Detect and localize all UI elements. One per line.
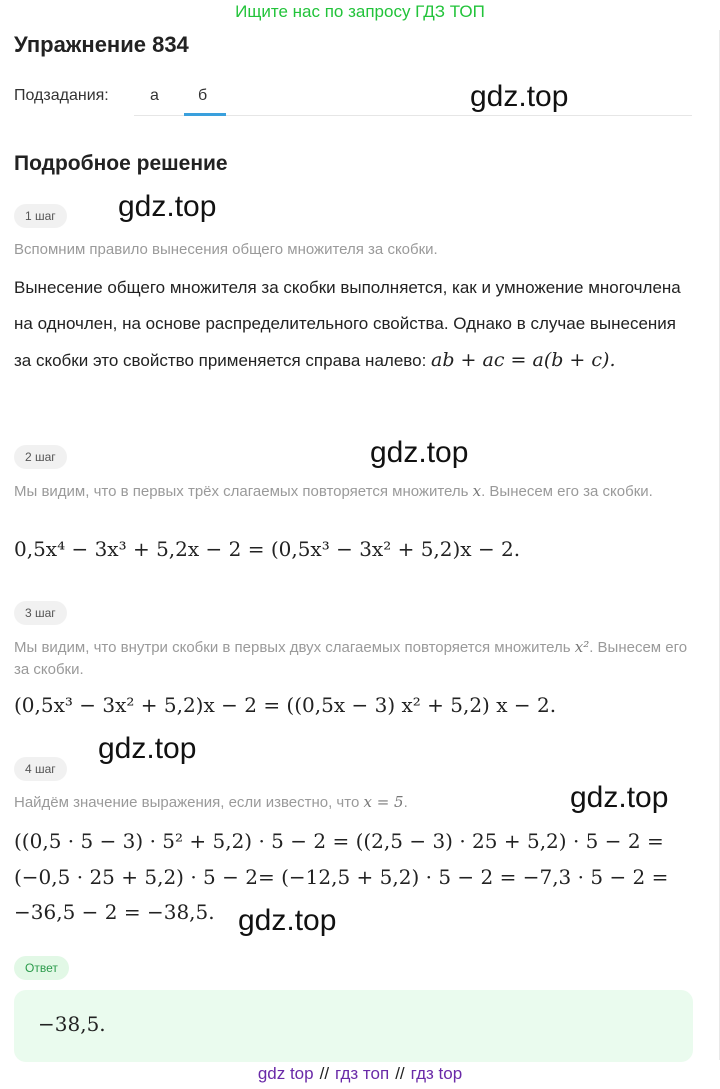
footer-separator: // xyxy=(395,1064,405,1083)
step-4-hint-var: x = 5 xyxy=(363,793,404,811)
step-3-hint-var: x² xyxy=(574,638,590,656)
step-3-badge: 3 шаг xyxy=(14,601,67,625)
footer-links xyxy=(0,1064,720,1084)
promo-banner: Ищите нас по запросу ГДЗ ТОП xyxy=(235,2,485,21)
step-3-hint-after: . Вынесем его за скобки. xyxy=(14,639,688,678)
step-4-badge: 4 шаг xyxy=(14,757,67,781)
step-2-hint-before: Мы видим, что в первых трёх слагаемых повторяется множитель xyxy=(14,483,469,500)
tab-subtask-a[interactable]: а xyxy=(150,87,159,104)
step-2-hint xyxy=(14,480,694,503)
step-2-formula: 0,5x⁴ − 3x³ + 5,2x − 2 = (0,5x³ − 3x² + 5,2)x − 2. xyxy=(14,537,521,561)
footer-link-2[interactable]: гдз топ xyxy=(335,1064,390,1083)
watermark: gdz.top xyxy=(118,190,217,223)
watermark: gdz.top xyxy=(570,781,669,814)
step-2-badge: 2 шаг xyxy=(14,445,67,469)
watermark: gdz.top xyxy=(238,904,337,937)
step-3-hint xyxy=(14,636,694,681)
active-tab-indicator xyxy=(184,113,226,116)
step-1-text xyxy=(14,270,694,379)
footer-link-3[interactable]: гдз top xyxy=(410,1064,463,1083)
step-1-formula: ab + ac = a(b + c). xyxy=(431,349,616,371)
watermark: gdz.top xyxy=(370,436,469,469)
footer-separator: // xyxy=(319,1064,330,1083)
page-title: Упражнение 834 xyxy=(14,32,189,57)
answer-box xyxy=(14,990,693,1062)
step-4-formula-line-3: −36,5 − 2 = −38,5. xyxy=(14,900,215,924)
step-3-hint-before: Мы видим, что внутри скобки в первых двух слагаемых повторяется множитель xyxy=(14,639,571,656)
step-4-hint-after: . xyxy=(403,794,408,811)
answer-value: −38,5. xyxy=(38,1012,106,1036)
step-1-text-body: Вынесение общего множителя за скобки выполняется, как и умножение многочлена на одночлен, на основе распределительного свойства. Однако в случае вынесения за скобки это свойство применяется справа налево: xyxy=(14,278,681,370)
tab-subtask-b[interactable]: б xyxy=(198,87,208,104)
step-4-hint-before: Найдём значение выражения, если известно, что xyxy=(14,794,360,811)
answer-badge: Ответ xyxy=(14,956,69,980)
step-1-badge: 1 шаг xyxy=(14,204,67,228)
step-2-hint-after: . Вынесем его за скобки. xyxy=(481,483,653,500)
step-4-formula-line-2: (−0,5 · 25 + 5,2) · 5 − 2= (−12,5 + 5,2) · 5 − 2 = −7,3 · 5 − 2 = xyxy=(14,865,669,889)
watermark: gdz.top xyxy=(470,80,569,113)
step-3-formula: (0,5x³ − 3x² + 5,2)x − 2 = ((0,5x − 3) x² + 5,2) x − 2. xyxy=(14,693,557,717)
footer-link-1[interactable]: gdz top xyxy=(257,1064,314,1083)
watermark: gdz.top xyxy=(98,732,197,765)
subtasks-label: Подзадания: xyxy=(14,87,109,104)
section-title: Подробное решение xyxy=(14,152,228,175)
step-1-hint: Вспомним правило вынесения общего множителя за скобки. xyxy=(14,241,438,258)
step-2-hint-var: x xyxy=(472,482,482,500)
step-4-formula-line-1: ((0,5 · 5 − 3) · 5² + 5,2) · 5 − 2 = ((2,5 − 3) · 25 + 5,2) · 5 − 2 = xyxy=(14,829,664,853)
